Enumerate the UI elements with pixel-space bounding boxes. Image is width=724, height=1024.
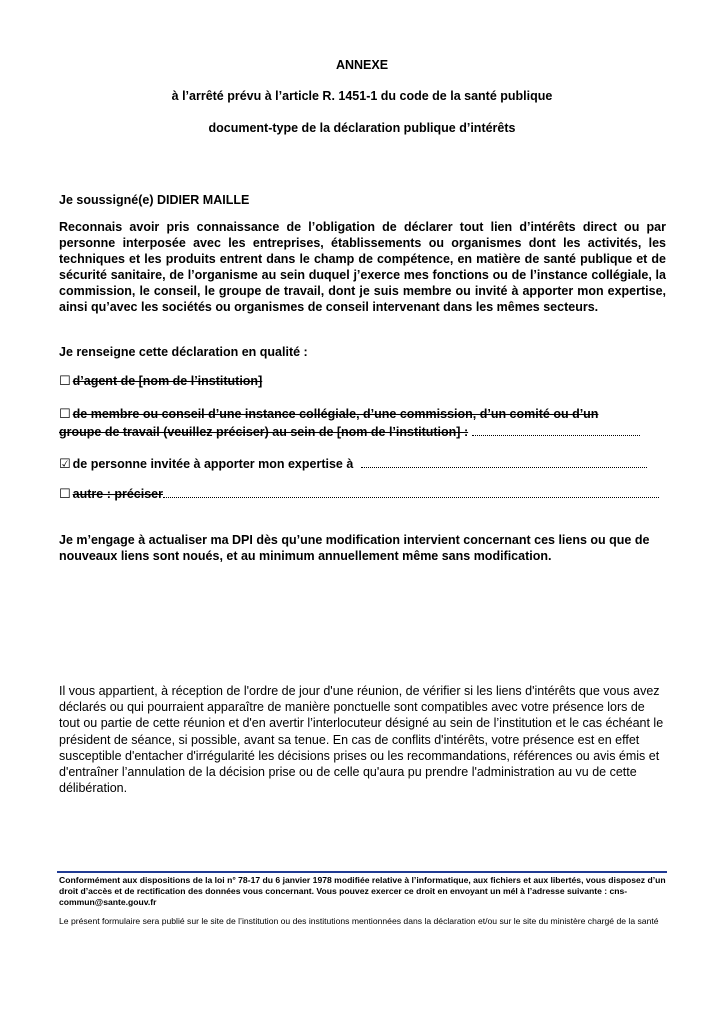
fill-in-line <box>163 487 659 498</box>
option-member <box>59 406 671 422</box>
document-type: document-type de la déclaration publique d’intérêts <box>208 121 516 135</box>
checkbox-empty-icon[interactable]: ☐ <box>59 373 71 388</box>
option-other-label: autre : préciser <box>72 487 163 501</box>
footer-publication-notice: Le présent formulaire sera publié sur le site de l’institution ou des institutions mentionnées dans la déclaration et/ou sur le site du ministère chargé de la santé <box>59 916 659 926</box>
page-title: ANNEXE <box>335 58 389 72</box>
footer-divider <box>57 871 667 873</box>
checkbox-empty-icon[interactable]: ☐ <box>59 406 71 421</box>
commitment-paragraph: Je m’engage à actualiser ma DPI dès qu’une modification intervient concernant ces liens ou que de nouveaux liens sont noués, et au minimum annuellement même sans modification. <box>59 533 650 563</box>
fill-in-line <box>361 457 647 468</box>
checkbox-checked-icon[interactable]: ☑ <box>59 456 71 471</box>
notice-paragraph: Il vous appartient, à réception de l'ordre de jour d'une réunion, de vérifier si les liens d'intérêts que vous avez déclarés ou qui pourraient apparaître de manière ponctuelle sont compatibles avec votre présence lors de tout ou partie de cette réunion et d'en avertir l’interlocuteur désigné au sein de l’institution et le cas échéant le président de séance, si possible, avant sa tenue. En cas de conflits d'intérêts, votre présence est en effet susceptible d'entacher d'irrégularité les décisions prises ou les recommandations, références ou avis émis et d'entraîner l’annulation de la décision prise ou de celle qu'aura pu prendre l'administration au vu de cette délibération. <box>59 684 664 796</box>
acknowledgement-paragraph: Reconnais avoir pris connaissance de l’obligation de déclarer tout lien d’intérêts direct ou par personne interposée avec les entreprises, établissements ou organismes dont les activités, les techniques et les produits entrent dans le champ de compétence, en matière de santé publique et de sécurité sanitaire, de l’organisme au sein duquel j’exerce mes fonctions ou de l’instance collégiale, la commission, le conseil, le groupe de travail, dont je suis membre ou invité à apporter mon expertise, ainsi qu’avec les sociétés ou organismes de conseil intervenant dans les mêmes secteurs. <box>59 220 666 314</box>
option-member-cont <box>59 424 671 440</box>
capacity-heading: Je renseigne cette déclaration en qualité : <box>59 345 308 359</box>
declarant-line: Je soussigné(e) DIDIER MAILLE <box>59 193 250 207</box>
option-agent-label: d’agent de [nom de l’institution] <box>72 374 263 388</box>
fill-in-line <box>472 425 640 436</box>
checkbox-empty-icon[interactable]: ☐ <box>59 486 71 501</box>
option-invited <box>59 456 671 472</box>
page-subtitle: à l’arrêté prévu à l’article R. 1451-1 du code de la santé publique <box>171 89 553 103</box>
option-agent <box>59 373 671 389</box>
option-member-label-line2: groupe de travail (veuillez préciser) au sein de [nom de l’institution] : <box>59 425 469 439</box>
option-invited-label: de personne invitée à apporter mon expertise à <box>72 457 354 471</box>
option-member-label-line1: de membre ou conseil d’une instance collégiale, d’une commission, d’un comité ou d’un <box>72 407 599 421</box>
footer-legal-notice: Conformément aux dispositions de la loi n° 78-17 du 6 janvier 1978 modifiée relative à l’informatique, aux fichiers et aux libertés, vous disposez d’un droit d’accès et de rectification des données vous concernant. Vous pouvez exercer ce droit en envoyant un mél à l’adresse suivante : cns-commun@sante.gouv.fr <box>59 875 666 907</box>
option-other <box>59 486 671 502</box>
